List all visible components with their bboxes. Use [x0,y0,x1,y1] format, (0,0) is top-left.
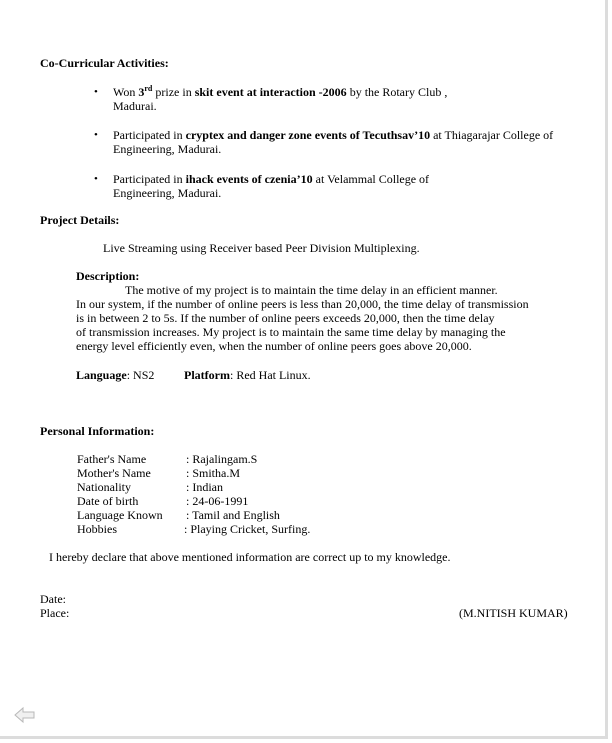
personal-label: Language Known [77,508,163,522]
back-arrow-icon[interactable] [14,706,36,724]
description-label: Description: [76,269,140,283]
item-text: at Thiagarajar College of [430,128,554,142]
item-text: by the Rotary Club , [346,85,448,99]
description-line-3: is in between 2 to 5s. If the number of online peers exceeds 20,000, then the time delay [76,311,495,325]
personal-label: Nationality [77,480,131,494]
description-line-2: In our system, if the number of online peers is less than 20,000, the time delay of transmission [76,297,529,311]
personal-label: Hobbies [77,522,117,536]
project-title: Live Streaming using Receiver based Peer Division Multiplexing. [103,241,420,255]
personal-heading: Personal Information: [40,424,155,438]
bullet-icon: • [94,86,98,98]
platform-label: Platform [184,368,230,382]
bullet-icon: • [94,173,98,185]
declaration: I hereby declare that above mentioned information are correct up to my knowledge. [49,550,451,564]
personal-value: : Rajalingam.S [186,452,258,466]
project-heading: Project Details: [40,213,120,227]
cocurricular-item-3-line2: Engineering, Madurai. [113,186,222,200]
description-line-1: The motive of my project is to maintain the time delay in an efficient manner. [125,283,498,297]
cocurricular-heading: Co-Curricular Activities: [40,56,169,70]
signature: (M.NITISH KUMAR) [459,606,568,620]
personal-label: Mother's Name [77,466,151,480]
personal-value: : Smitha.M [186,466,241,480]
language-line [76,368,154,382]
item-ordinal-suffix: rd [144,84,153,93]
date-label: Date: [40,592,66,606]
personal-label: Date of birth [77,494,139,508]
description-line-5: energy level efficiently even, when the number of online peers goes above 20,000. [76,339,472,353]
personal-value: : Tamil and English [186,508,280,522]
item-text: prize in [152,85,195,99]
item-ordinal: 3 [138,85,145,99]
item-event: ihack events of czenia’10 [185,172,313,186]
item-text: Participated in [113,128,186,142]
cocurricular-item-2-line2: Engineering, Madurai. [113,142,222,156]
item-event: cryptex and danger zone events of Tecuthsav’10 [185,128,431,142]
item-text: Participated in [113,172,186,186]
item-event: skit event at interaction -2006 [194,85,347,99]
place-label: Place: [40,606,70,620]
language-value: : NS2 [126,368,155,382]
bullet-icon: • [94,129,98,141]
platform-value: : Red Hat Linux. [229,368,311,382]
description-line-4: of transmission increases. My project is to maintain the same time delay by managing the [76,325,506,339]
cocurricular-item-1-line2: Madurai. [113,99,157,113]
personal-value: : Indian [186,480,223,494]
cocurricular-item-3 [113,172,429,186]
personal-value: : Playing Cricket, Surfing. [184,522,311,536]
language-label: Language [76,368,127,382]
item-text: at Velammal College of [312,172,430,186]
personal-label: Father's Name [77,452,147,466]
personal-value: : 24-06-1991 [186,494,249,508]
cocurricular-item-2 [113,128,553,142]
platform-line [184,368,311,382]
item-text: Won [113,85,139,99]
cocurricular-item-1 [113,85,447,99]
